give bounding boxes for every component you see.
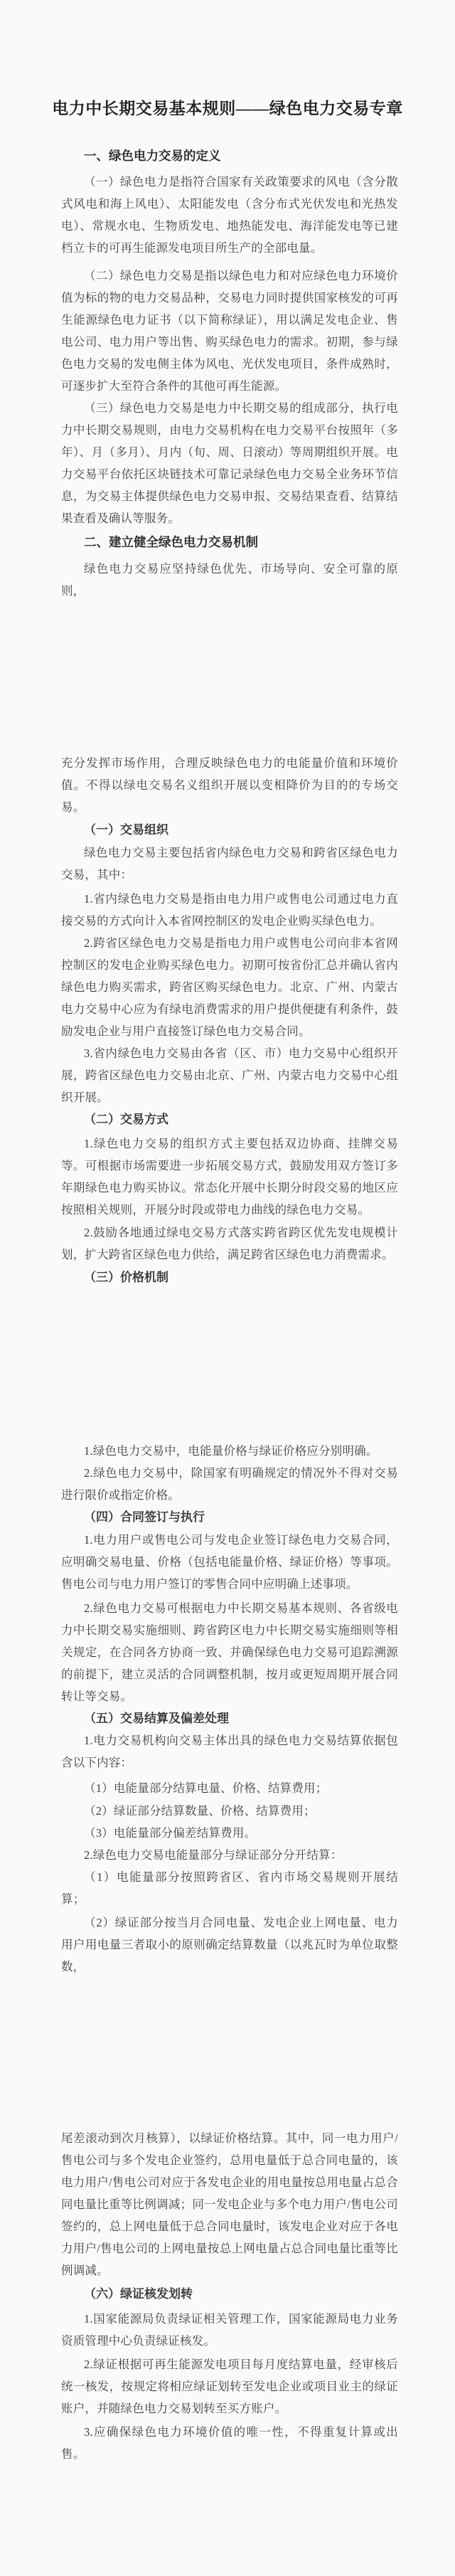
paragraph-def-3: （三）绿色电力交易是电力中长期交易的组成部分，执行电力中长期交易规则，由电力交易机构在电力交易平台按照年（多年）、月（多月）、月内（旬、周、日滚动）等周期组织开展。电力交易平台依托区块链技术可靠记录绿色电力交易全业务环节信息，为交易主体提供绿色电力交易申报、交易结果查看、结算结果查看及确认等服务。 <box>61 401 398 525</box>
page-break-gap-2 <box>61 1288 398 1440</box>
section-heading-2: 二、建立健全绿色电力交易机制 <box>84 535 258 549</box>
page-break-gap-1 <box>61 602 398 752</box>
paragraph-contract-2: 2.绿色电力交易可根据电力中长期交易基本规则、各省级电力中长期交易实施细则、跨省跨区电力中长期交易实施细则等相关规定，在合同各方协商一致、并确保绿色电力交易可追踪溯源的前提下，建立灵活的合同调整机制，按月或更短周期开展合同转让等交易。 <box>61 1601 398 1703</box>
subsection-heading-settlement: （五）交易结算及偏差处理 <box>84 1712 229 1725</box>
subsection-heading-price: （三）价格机制 <box>84 1271 168 1284</box>
paragraph-org-2: 2.跨省区绿色电力交易是指电力用户或售电公司向非本省网控制区的发电企业购买绿色电力。初期可按省份汇总并确认省内绿色电力购买需求，跨省区购买绿色电力。北京、广州、内蒙古电力交易中心应为有绿电消费需求的用户提供便捷有利条件，鼓励发电企业与用户直接签订绿色电力交易合同。 <box>61 936 398 1038</box>
paragraph-org-3: 3.省内绿色电力交易由各省（区、市）电力交易中心组织开展，跨省区绿色电力交易由北京、广州、内蒙古电力交易中心组织开展。 <box>61 1046 398 1104</box>
paragraph-settle-item-2: （2）绿证部分结算数量、价格、结算费用； <box>84 1804 316 1818</box>
paragraph-mode-1: 1.绿色电力交易的组织方式主要包括双边协商、挂牌交易等。可根据市场需要进一步拓展交易方式，鼓励发用双方签订多年期绿色电力购买协议。常态化开展中长期分时段交易的地区应按照相关规则，开展分时段或带电力曲线的绿色电力交易。 <box>61 1137 398 1217</box>
paragraph-org-intro: 绿色电力交易主要包括省内绿色电力交易和跨省区绿色电力交易，其中： <box>61 846 398 881</box>
paragraph-principles-part2: 充分发挥市场作用，合理反映绿色电力的电能量价值和环境价值。不得以绿电交易名义组织开展以变相降价为目的的专场交易。 <box>61 756 398 814</box>
paragraph-mode-2: 2.鼓励各地通过绿电交易方式落实跨省跨区优先发电规模计划，扩大跨省区绿色电力供给，满足跨省区绿色电力消费需求。 <box>61 1226 398 1261</box>
subsection-heading-trade-mode: （二）交易方式 <box>84 1113 168 1126</box>
paragraph-settle-2-item-2-part2: 尾差滚动到次月核算），以绿证价格结算。其中，同一电力用户/售电公司与多个发电企业签约，总用电量低于总合同电量的，该电力用户/售电公司对应于各发电企业的用电量按总用电量占总合同电量比重等比例调减；同一发电企业与多个电力用户/售电公司签约的，总上网电量低于总合同电量时，该发电企业对应于各电力用户/售电公司的上网电量按总上网电量占总合同电量比重等比例调减。 <box>61 2131 398 2277</box>
document-title: 电力中长期交易基本规则——绿色电力交易专章 <box>52 100 403 117</box>
paragraph-settle-2-item-2-part1: （2）绿证部分按当月合同电量、发电企业上网电量、电力用户用电量三者取小的原则确定结算数量（以兆瓦时为单位取整数， <box>61 1916 398 1973</box>
paragraph-settle-item-1: （1）电能量部分结算电量、价格、结算费用； <box>84 1781 328 1795</box>
paragraph-cert-2: 2.绿证根据可再生能源发电项目每月度结算电量，经审核后统一核发，按规定将相应绿证划转至发电企业或项目业主的绿证账户，并随绿色电力交易划转至买方账户。 <box>61 2358 398 2415</box>
paragraph-principles-part1: 绿色电力交易应坚持绿色优先、市场导向、安全可靠的原则， <box>61 562 398 598</box>
subsection-heading-organization: （一）交易组织 <box>84 823 168 837</box>
paragraph-contract-1: 1.电力用户或售电公司与发电企业签订绿色电力交易合同，应明确交易电量、价格（包括电能量价格、绿证价格）等事项。售电公司与电力用户签订的零售合同中应明确上述事项。 <box>61 1533 398 1591</box>
paragraph-settle-2-item-1: （1）电能量部分按照跨省区、省内市场交易规则开展结算； <box>61 1870 398 1906</box>
paragraph-price-2: 2.绿色电力交易中，除国家有明确规定的情况外不得对交易进行限价或指定价格。 <box>61 1466 398 1502</box>
paragraph-cert-3: 3.应确保绿色电力环境价值的唯一性，不得重复计算或出售。 <box>61 2425 398 2461</box>
paragraph-price-1: 1.绿色电力交易中，电能量价格与绿证价格应分别明确。 <box>84 1444 378 1458</box>
paragraph-def-2: （二）绿色电力交易是指以绿色电力和对应绿色电力环境价值为标的物的电力交易品种，交易电力同时提供国家核发的可再生能源绿色电力证书（以下简称绿证），用以满足发电企业、售电公司、电力用户等出售、购买绿色电力的需求。初期，参与绿色电力交易的发电侧主体为风电、光伏发电项目，条件成熟时，可逐步扩大至符合条件的其他可再生能源。 <box>61 269 398 393</box>
subsection-heading-contract: （四）合同签订与执行 <box>84 1510 205 1524</box>
section-heading-1: 一、绿色电力交易的定义 <box>84 149 221 163</box>
paragraph-def-1: （一）绿色电力是指符合国家有关政策要求的风电（含分散式风电和海上风电）、太阳能发电（含分布式光伏发电和光热发电）、常规水电、生物质发电、地热能发电、海洋能发电等已建档立卡的可再生能源发电项目所生产的全部电量。 <box>61 175 398 255</box>
paragraph-settle-1: 1.电力交易机构向交易主体出具的绿色电力交易结算依据包含以下内容： <box>61 1734 398 1769</box>
paragraph-org-1: 1.省内绿色电力交易是指由电力用户或售电公司通过电力直接交易的方式向计入本省网控制区的发电企业购买绿色电力。 <box>61 892 398 928</box>
paragraph-settle-item-3: （3）电能量部分偏差结算费用。 <box>84 1826 257 1840</box>
paragraph-settle-2: 2.绿色电力交易电能量部分与绿证部分分开结算： <box>84 1848 343 1862</box>
page-break-gap-3 <box>61 1978 398 2127</box>
paragraph-cert-1: 1.国家能源局负责绿证相关管理工作，国家能源局电力业务资质管理中心负责绿证核发。 <box>61 2312 398 2348</box>
subsection-heading-certificate: （六）绿证核发划转 <box>84 2287 193 2301</box>
